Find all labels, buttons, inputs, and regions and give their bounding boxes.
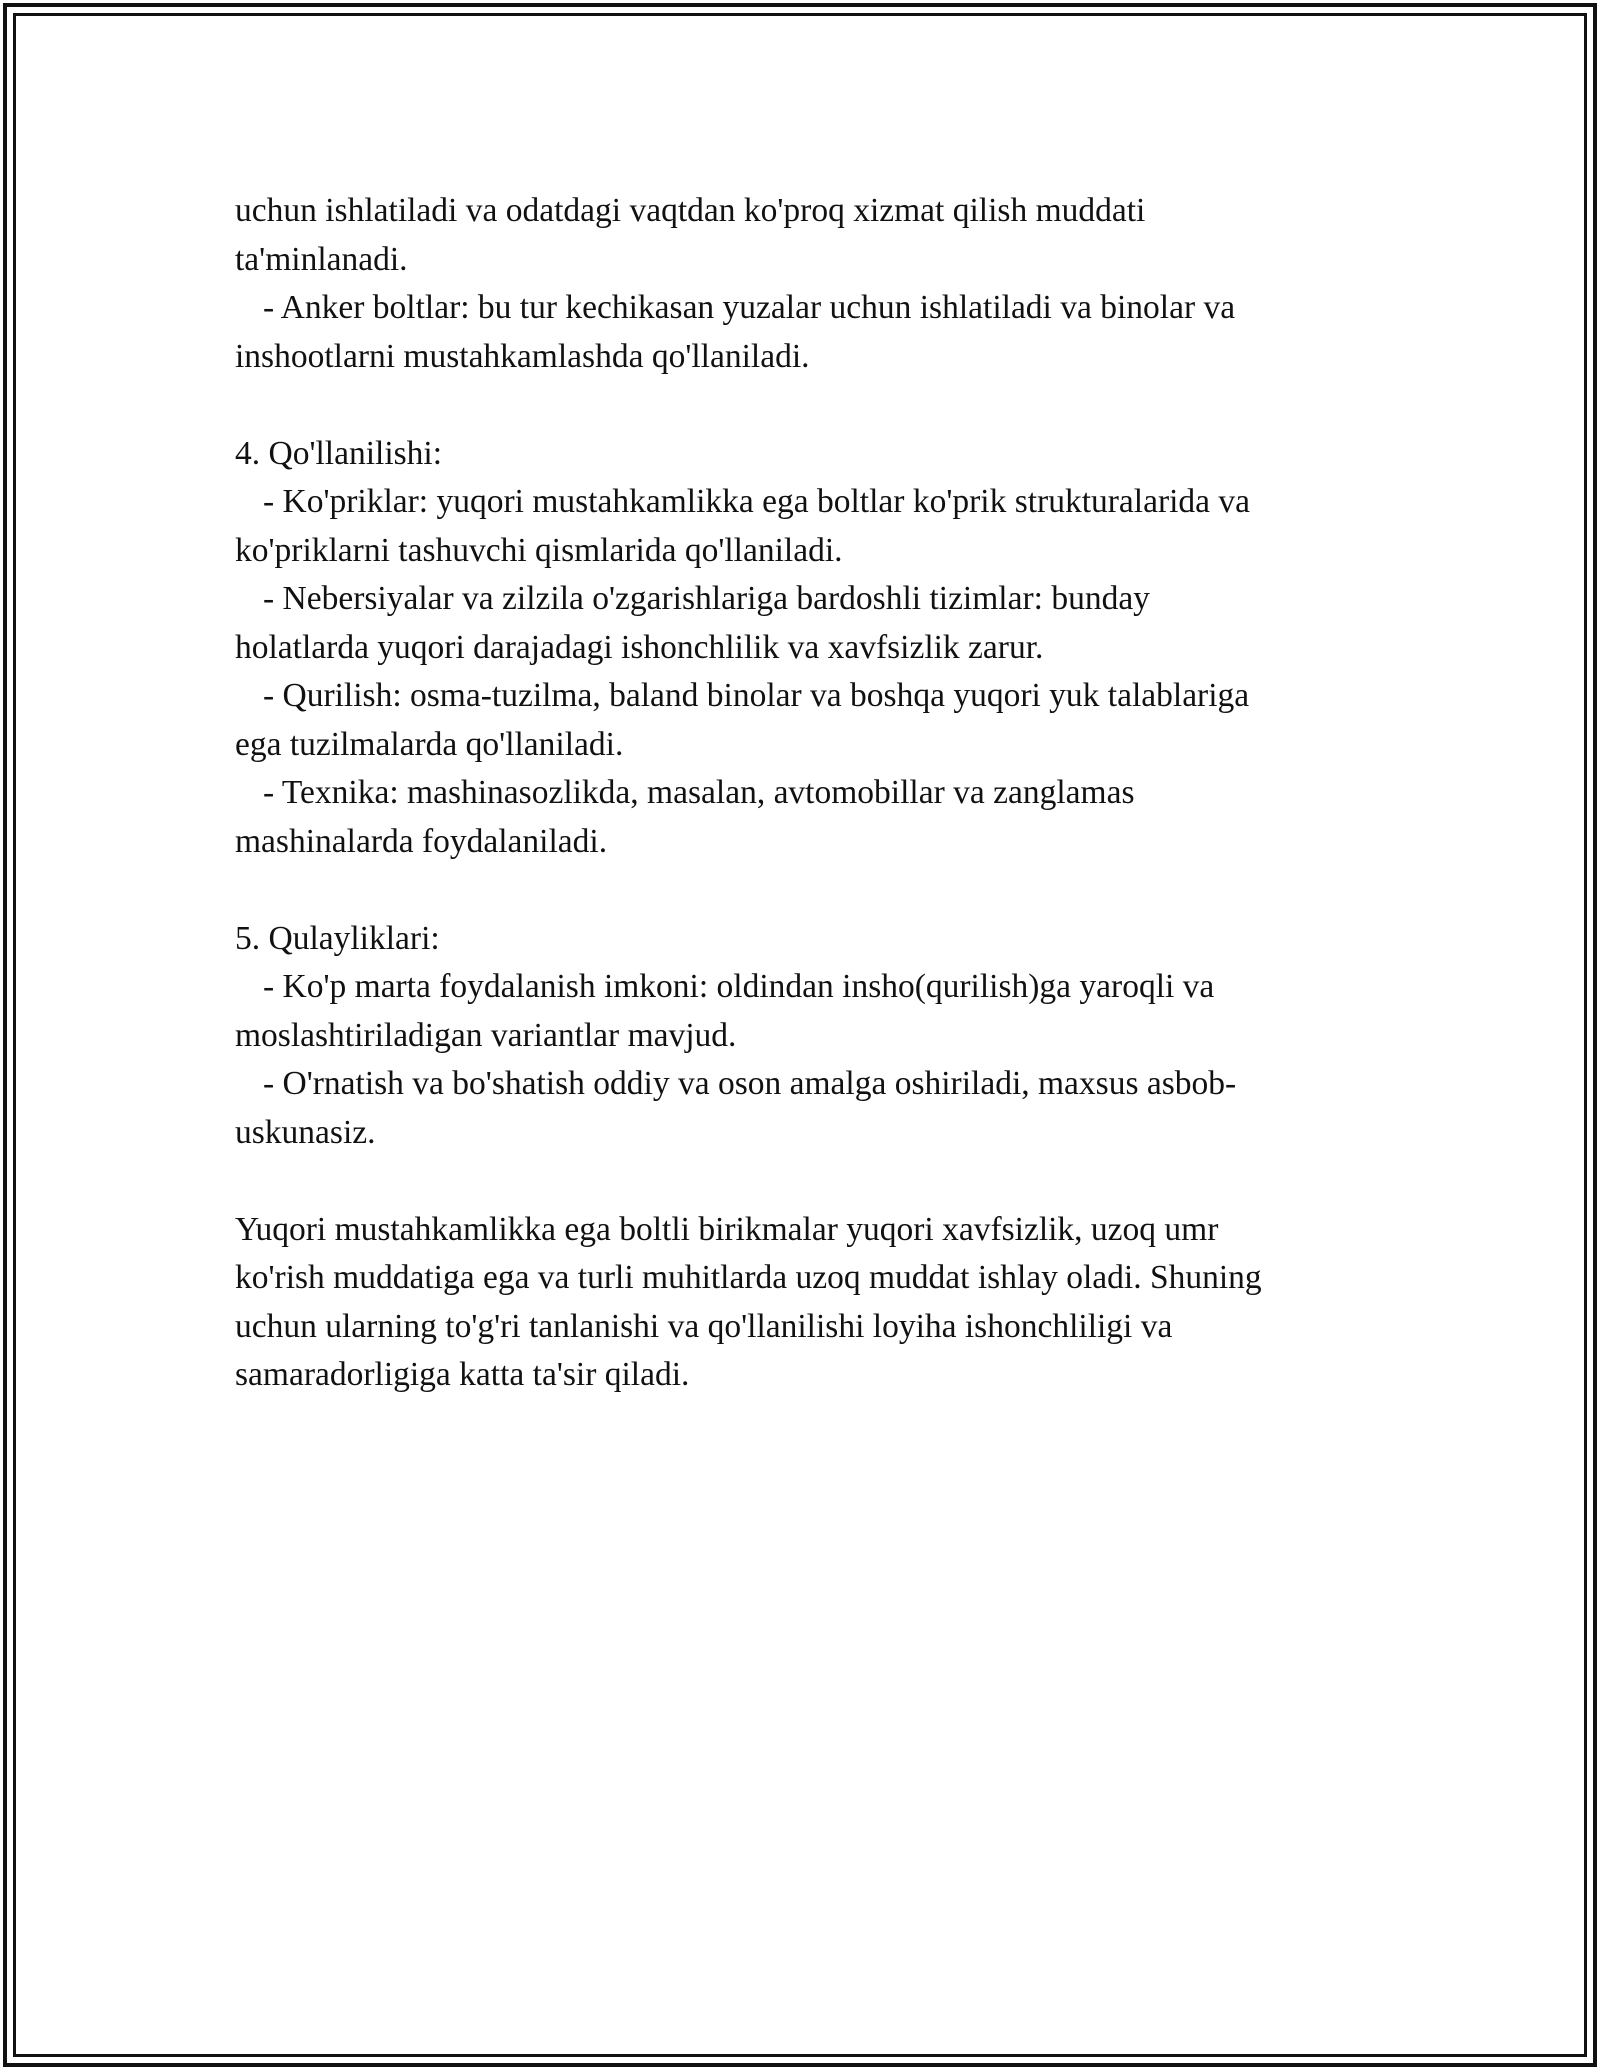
list-item-nebersiyalar: - Nebersiyalar va zilzila o'zgarishlariga bardoshli tizimlar: bunday: [263, 580, 1150, 617]
text-line: ko'priklarni tashuvchi qismlarida qo'llaniladi.: [235, 531, 843, 569]
list-item-kop-marta: - Ko'p marta foydalanish imkoni: oldindan insho(qurilish)ga yaroqli va: [263, 968, 1215, 1005]
text-line: mashinalarda foydalaniladi.: [235, 822, 608, 860]
paragraph-gap: [235, 381, 1385, 430]
document-body: [235, 187, 1385, 1400]
list-item-kopriklar: - Ko'priklar: yuqori mustahkamlikka ega boltlar ko'prik strukturalarida va: [263, 483, 1251, 520]
list-item-qurilish: - Qurilish: osma-tuzilma, baland binolar va boshqa yuqori yuk talablariga: [263, 677, 1250, 714]
section-heading-qulayliklari: 5. Qulayliklari:: [235, 919, 440, 957]
list-item-ornatish: - O'rnatish va bo'shatish oddiy va oson amalga oshiriladi, maxsus asbob-: [263, 1065, 1237, 1102]
list-item-texnika: - Texnika: mashinasozlikda, masalan, avtomobillar va zanglamas: [263, 774, 1135, 811]
conclusion-line: samaradorligiga katta ta'sir qiladi.: [235, 1356, 690, 1393]
text-line: holatlarda yuqori darajadagi ishonchlilik va xavfsizlik zarur.: [235, 628, 1044, 666]
text-line: moslashtiriladigan variantlar mavjud.: [235, 1016, 737, 1054]
text-line: ega tuzilmalarda qo'llaniladi.: [235, 725, 624, 763]
text-line: uskunasiz.: [235, 1113, 376, 1151]
paragraph-gap: [235, 866, 1385, 915]
conclusion-line: uchun ularning to'g'ri tanlanishi va qo'llanilishi loyiha ishonchliligi va: [235, 1307, 1173, 1345]
conclusion-line: ko'rish muddatiga ega va turli muhitlarda uzoq muddat ishlay oladi. Shuning: [235, 1259, 1262, 1296]
text-line: uchun ishlatiladi va odatdagi vaqtdan ko'proq xizmat qilish muddati: [235, 192, 1146, 229]
paragraph-gap: [235, 1157, 1385, 1206]
text-line: inshootlarni mustahkamlashda qo'llaniladi.: [235, 337, 810, 375]
list-item-anker-boltlar: - Anker boltlar: bu tur kechikasan yuzalar uchun ishlatiladi va binolar va: [263, 289, 1236, 326]
section-heading-qollanilishi: 4. Qo'llanilishi:: [235, 434, 443, 472]
text-line: ta'minlanadi.: [235, 240, 408, 278]
conclusion-line: Yuqori mustahkamlikka ega boltli birikmalar yuqori xavfsizlik, uzoq umr: [235, 1210, 1219, 1248]
